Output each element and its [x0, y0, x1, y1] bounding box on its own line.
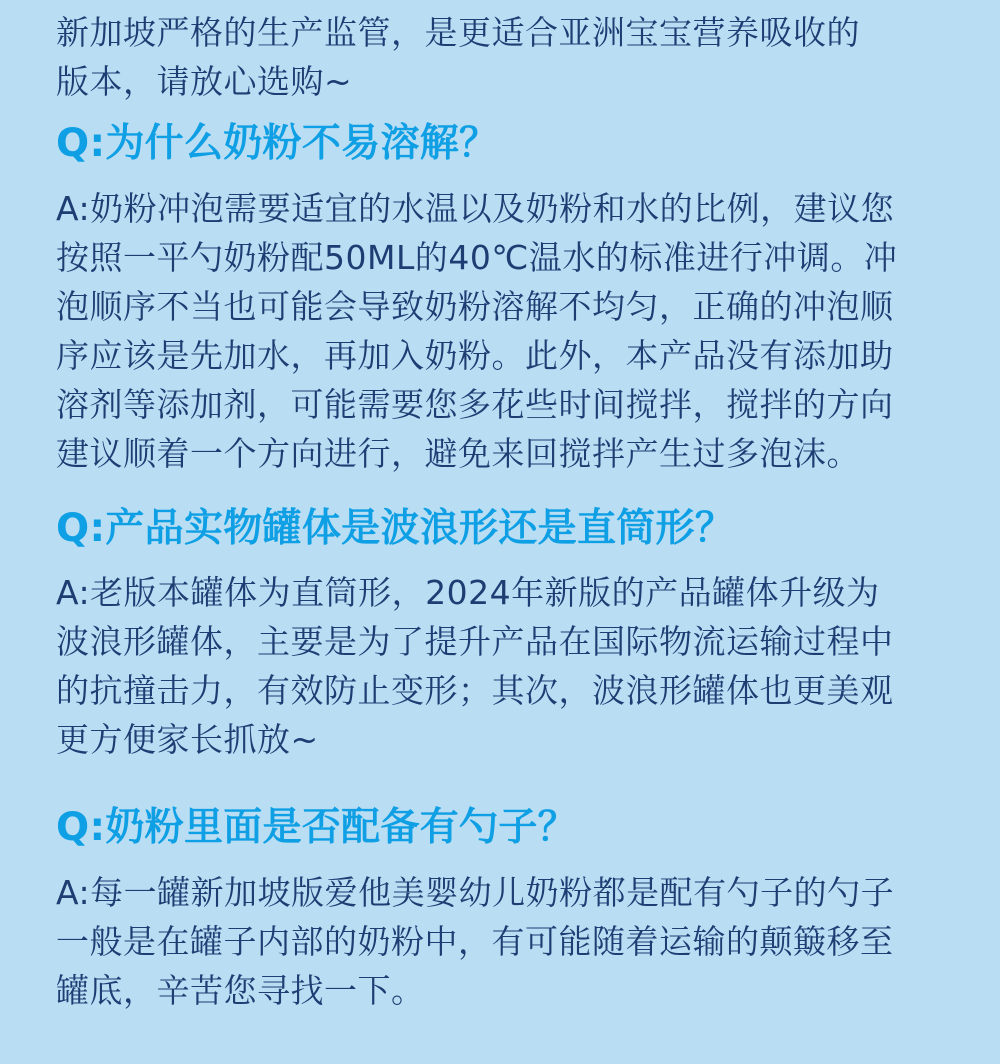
answer-line: 建议顺着一个方向进行，避免来回搅拌产生过多泡沫。 — [56, 434, 860, 473]
answer-line: A:每一罐新加坡版爱他美婴幼儿奶粉都是配有勺子的勺子 — [56, 873, 895, 912]
answer-line: 版本，请放心选购~ — [56, 62, 353, 101]
answer-line: 泡顺序不当也可能会导致奶粉溶解不均匀，正确的冲泡顺 — [56, 287, 894, 326]
answer-spoon — [56, 868, 946, 1015]
answer-can-shape — [56, 568, 946, 764]
answer-line: 的抗撞击力，有效防止变形；其次，波浪形罐体也更美观 — [56, 671, 894, 710]
answer-line: 更方便家长抓放~ — [56, 720, 319, 759]
answer-line: 一般是在罐子内部的奶粉中，有可能随着运输的颠簸移至 — [56, 922, 894, 961]
answer-line: 波浪形罐体，主要是为了提升产品在国际物流运输过程中 — [56, 622, 894, 661]
answer-line: A:老版本罐体为直筒形，2024年新版的产品罐体升级为 — [56, 573, 880, 612]
answer-line: A:奶粉冲泡需要适宜的水温以及奶粉和水的比例，建议您 — [56, 189, 895, 228]
answer-line: 序应该是先加水，再加入奶粉。此外，本产品没有添加助 — [56, 336, 894, 375]
answer-line: 新加坡严格的生产监管，是更适合亚洲宝宝营养吸收的 — [56, 13, 860, 52]
question-dissolve: Q:为什么奶粉不易溶解？ — [56, 121, 499, 166]
question-spoon: Q:奶粉里面是否配备有勺子？ — [56, 805, 577, 850]
answer-continued — [56, 8, 946, 106]
answer-line: 溶剂等添加剂，可能需要您多花些时间搅拌，搅拌的方向 — [56, 385, 894, 424]
question-can-shape: Q:产品实物罐体是波浪形还是直筒形？ — [56, 506, 735, 551]
answer-dissolve — [56, 184, 946, 478]
answer-line: 罐底，辛苦您寻找一下。 — [56, 971, 425, 1010]
answer-line: 按照一平勺奶粉配50ML的40℃温水的标准进行冲调。冲 — [56, 238, 898, 277]
